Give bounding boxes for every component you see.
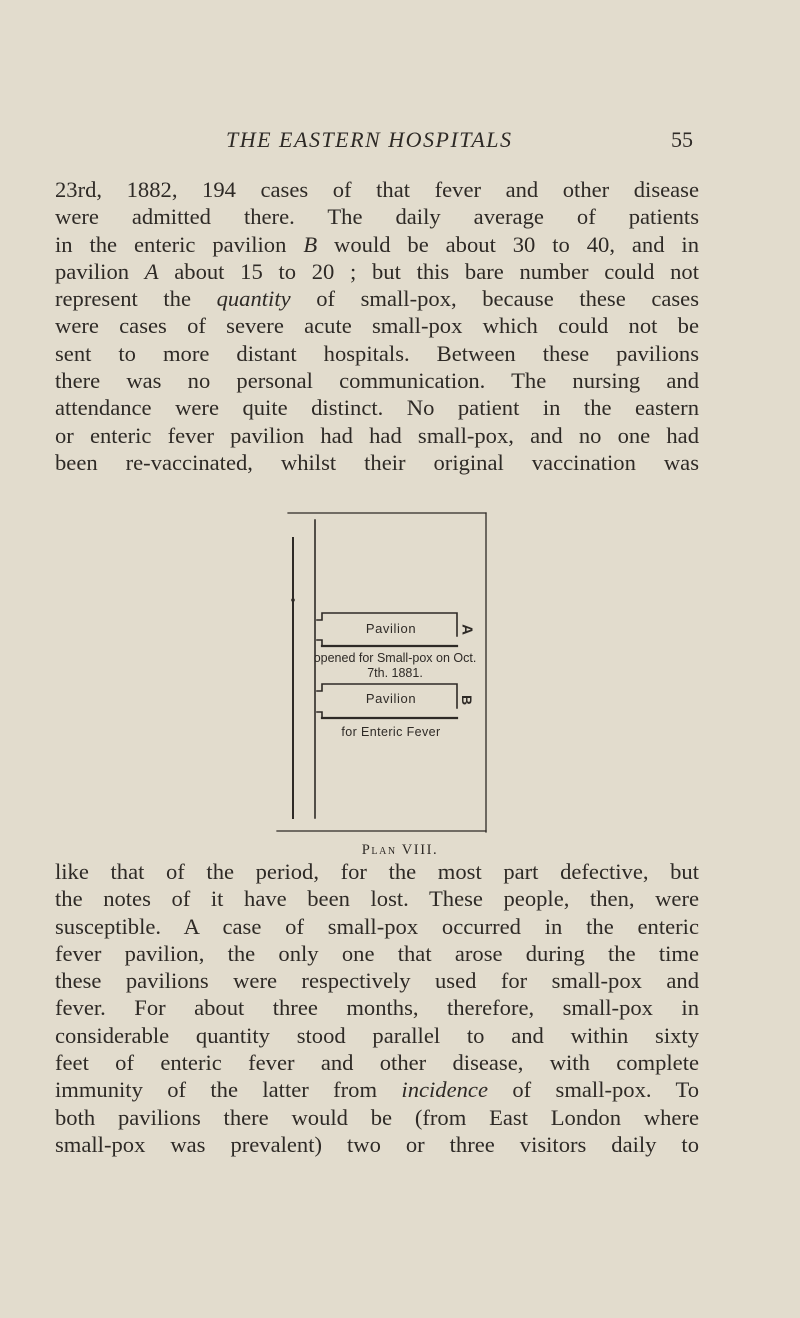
text-line: immunity of the latter from incidence of small-pox. To xyxy=(55,1077,700,1103)
text-line: represent the quantity of small-pox, because these cases xyxy=(55,286,699,312)
text-line: fever pavilion, the only one that arose during the time xyxy=(55,940,699,966)
text-line: like that of the period, for the most part defective, but xyxy=(55,859,699,884)
text-line: small-pox was prevalent) two or three visitors daily to xyxy=(55,1131,699,1157)
text-line: susceptible. A case of small-pox occurred in the enteric xyxy=(55,913,699,939)
pavilion-a-reference: A xyxy=(144,258,159,284)
paragraph-bottom xyxy=(55,858,699,1158)
text-line: 23rd, 1882, 194 cases of that fever and other disease xyxy=(55,177,699,202)
text-line: the notes of it have been lost. These people, then, were xyxy=(55,886,699,912)
pavilion-a-mark: A xyxy=(458,624,476,635)
text-line: pavilion A about 15 to 20 ; but this bare number could not xyxy=(55,258,699,284)
text-line: were cases of severe acute small-pox which could not be xyxy=(55,313,699,339)
pavilion-b-reference: B xyxy=(303,231,318,257)
text-line: attendance were quite distinct. No patient in the eastern xyxy=(55,395,699,421)
text-line: in the enteric pavilion B would be about 30 to 40, and in xyxy=(55,231,699,257)
running-title: THE EASTERN HOSPITALS xyxy=(226,127,513,152)
plan-figure xyxy=(274,510,490,834)
paragraph-top xyxy=(55,176,699,476)
emphasis-quantity: quantity xyxy=(216,286,291,312)
text-line: sent to more distant hospitals. Between these pavilions xyxy=(55,340,699,366)
emphasis-incidence: incidence xyxy=(401,1077,488,1103)
pavilion-b-mark: B xyxy=(459,694,475,706)
text-line: there was no personal communication. The nursing and xyxy=(55,368,699,394)
plan-caption: Plan VIII. xyxy=(361,842,439,858)
text-line: were admitted there. The daily average of patients xyxy=(55,204,699,230)
pavilion-a-label: Pavilion xyxy=(365,621,417,636)
running-header xyxy=(0,127,800,161)
text-line: feet of enteric fever and other disease, with complete xyxy=(55,1050,699,1076)
wall-marker-dot xyxy=(291,598,295,602)
pavilion-b-caption: for Enteric Fever xyxy=(341,725,441,739)
text-line: or enteric fever pavilion had had small-pox, and no one had xyxy=(55,422,699,448)
page-number: 55 xyxy=(671,127,693,152)
text-line: been re-vaccinated, whilst their original vaccination was xyxy=(55,449,699,475)
text-line: these pavilions were respectively used for small-pox and xyxy=(55,968,699,994)
text-line: fever. For about three months, therefore, small-pox in xyxy=(55,995,699,1021)
text-line: considerable quantity stood parallel to and within sixty xyxy=(55,1022,699,1048)
pavilion-a-caption: opened for Small-pox on Oct. 7th. 1881. xyxy=(313,651,477,680)
pavilion-b-label: Pavilion xyxy=(365,691,417,706)
text-line: both pavilions there would be (from East London where xyxy=(55,1104,699,1130)
